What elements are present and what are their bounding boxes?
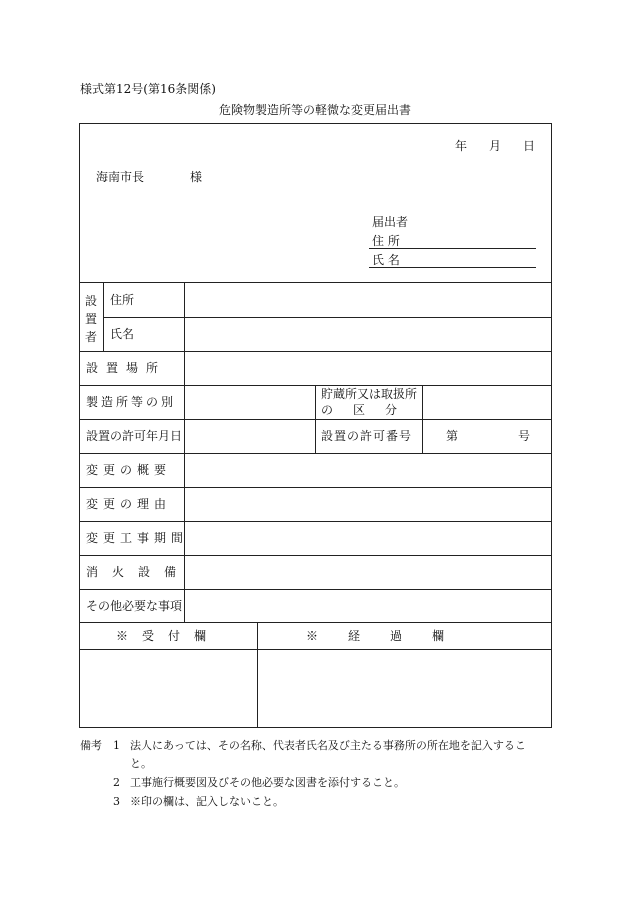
row-divider bbox=[80, 555, 551, 556]
document-title: 危険物製造所等の軽微な変更届出書 bbox=[218, 103, 411, 117]
reception-box-label: ※受付欄 bbox=[116, 629, 221, 643]
column-divider bbox=[315, 385, 316, 453]
note-1-number: 1 bbox=[113, 739, 120, 752]
installer-name-text: 氏名 bbox=[110, 327, 135, 341]
addressee: 海南市長 bbox=[96, 170, 145, 184]
honorific: 様 bbox=[190, 170, 203, 184]
note-1-text-continued: と。 bbox=[130, 757, 152, 770]
other-matters-label: その他必要な事項 bbox=[86, 599, 183, 613]
installer-address-text: 住所 bbox=[110, 293, 135, 307]
row-divider bbox=[80, 589, 551, 590]
date-day-label: 日 bbox=[522, 139, 535, 153]
note-2-text: 工事施行概要図及びその他必要な図書を添付すること。 bbox=[130, 776, 405, 789]
notes-heading: 備考 bbox=[80, 739, 102, 752]
permit-number-suffix: 号 bbox=[518, 429, 531, 443]
row-divider bbox=[80, 453, 551, 454]
installer-address-label bbox=[110, 293, 178, 307]
column-divider bbox=[103, 282, 104, 351]
row-divider bbox=[80, 351, 551, 352]
permit-date-label: 設置の許可年月日 bbox=[86, 429, 183, 443]
fire-equipment-label: 消火設備 bbox=[86, 565, 191, 579]
form-table bbox=[79, 123, 552, 728]
note-3-number: 3 bbox=[113, 795, 120, 808]
column-divider bbox=[422, 385, 423, 453]
row-divider bbox=[80, 622, 551, 623]
progress-box-label: ※経過欄 bbox=[306, 629, 475, 643]
row-divider bbox=[80, 282, 551, 283]
column-divider bbox=[257, 622, 258, 727]
date-year-label: 年 bbox=[455, 139, 468, 153]
row-divider bbox=[80, 521, 551, 522]
installer-group-label: 設置者 bbox=[84, 294, 97, 344]
row-divider bbox=[80, 487, 551, 488]
storage-class-label-line1: 貯蔵所又は取扱所 bbox=[321, 387, 418, 401]
permit-number-prefix: 第 bbox=[446, 429, 459, 443]
location-label: 設置場所 bbox=[86, 361, 167, 375]
change-summary-label: 変更の概要 bbox=[86, 463, 172, 477]
notifier-name-label: 氏 名 bbox=[372, 253, 400, 267]
note-3-text: ※印の欄は、記入しないこと。 bbox=[130, 795, 284, 808]
notifier-name-line bbox=[369, 267, 536, 268]
row-divider bbox=[104, 317, 551, 318]
change-reason-label: 変更の理由 bbox=[86, 497, 172, 511]
facility-type-label: 製造所等の別 bbox=[86, 395, 177, 409]
note-1-text: 法人にあっては、その名称、代表者氏名及び主たる事務所の所在地を記入するこ bbox=[130, 739, 526, 752]
notifier-label: 届出者 bbox=[372, 215, 409, 229]
form-number: 様式第12号(第16条関係) bbox=[80, 82, 216, 96]
construction-period-label: 変更工事期間 bbox=[86, 531, 189, 545]
storage-class-label-line2: の区分 bbox=[321, 403, 418, 417]
permit-number-label: 設置の許可番号 bbox=[321, 429, 413, 443]
date-line bbox=[455, 139, 535, 153]
notifier-address-line bbox=[369, 248, 536, 249]
row-divider bbox=[80, 649, 551, 650]
date-month-label: 月 bbox=[488, 139, 501, 153]
installer-name-label bbox=[110, 327, 178, 341]
notifier-address-label: 住 所 bbox=[372, 234, 400, 248]
note-2-number: 2 bbox=[113, 776, 120, 789]
